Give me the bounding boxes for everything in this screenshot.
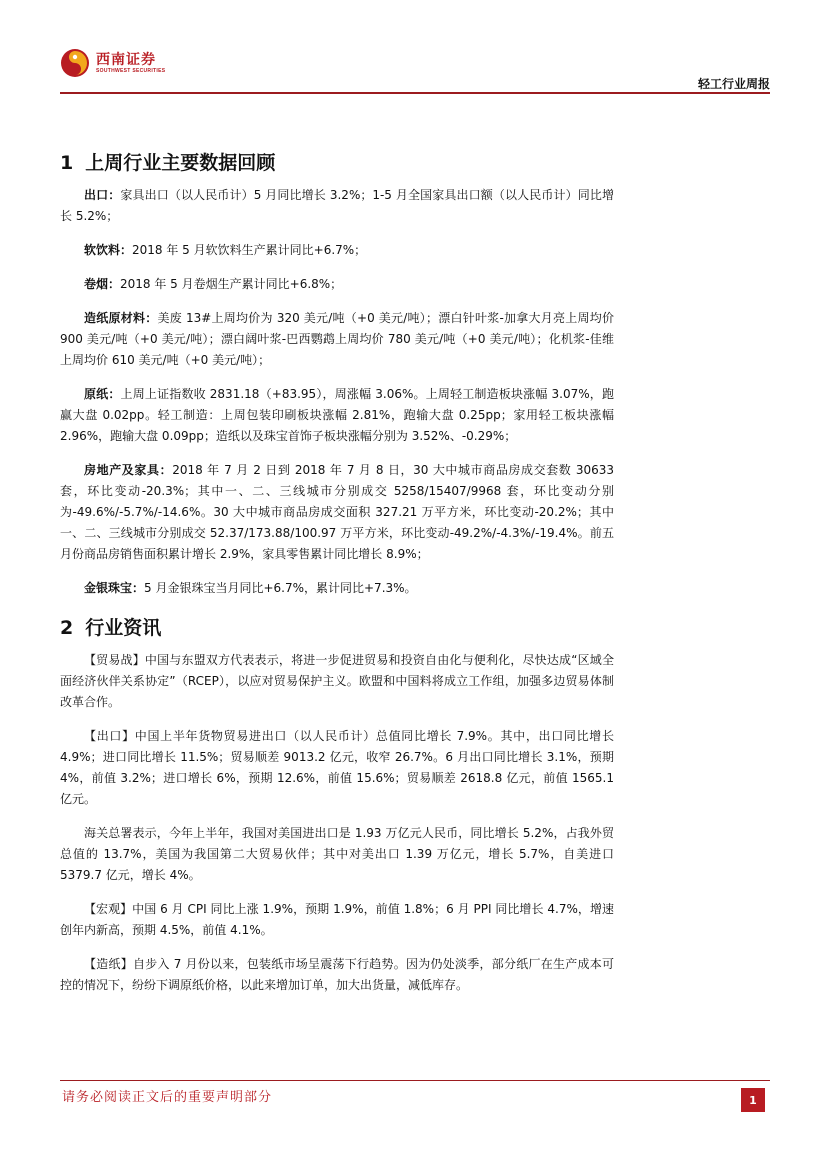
data-item-lead: 软饮料： bbox=[84, 243, 133, 257]
news-paper: 【造纸】自步入 7 月份以来，包装纸市场呈震荡下行趋势。因为仍处淡季，部分纸厂在生产成本可控的情况下，纷纷下调原纸价格，以此来增加订单，加大出货量，减低库存。 bbox=[60, 957, 614, 992]
data-item-lead: 出口： bbox=[84, 188, 121, 202]
section-2-heading bbox=[60, 615, 614, 641]
data-item-soft-drinks bbox=[60, 240, 614, 261]
logo-english-name: SOUTHWEST SECURITIES bbox=[96, 67, 166, 74]
footer-divider bbox=[60, 1080, 770, 1081]
section-2-title: 行业资讯 bbox=[85, 617, 162, 639]
data-item-text: 5 月金银珠宝当月同比+6.7%，累计同比+7.3%。 bbox=[144, 581, 417, 595]
news-macro: 【宏观】中国 6 月 CPI 同比上涨 1.9%，预期 1.9%，前值 1.8%；6 月 PPI 同比增长 4.7%，增速创年内新高，预期 4.5%，前值 4.1%。 bbox=[60, 902, 614, 937]
news-customs: 海关总署表示，今年上半年，我国对美国进出口是 1.93 万亿元人民币，同比增长 5.2%，占我外贸总值的 13.7%，美国为我国第二大贸易伙伴；其中对美出口 1.39 万亿元，增长 5.7%，自美进口 5379.7 亿元，增长 4%。 bbox=[60, 826, 614, 882]
page-number-badge: 1 bbox=[741, 1088, 765, 1112]
data-item-base-paper bbox=[60, 384, 614, 447]
footer-disclaimer: 请务必阅读正文后的重要声明部分 bbox=[62, 1090, 273, 1105]
data-item-lead: 房地产及家具： bbox=[84, 463, 173, 477]
data-item-cigarettes bbox=[60, 274, 614, 295]
data-item-real-estate-furniture bbox=[60, 460, 614, 565]
company-logo bbox=[60, 48, 165, 78]
data-item-text: 2018 年 5 月卷烟生产累计同比+6.8%； bbox=[120, 277, 343, 291]
section-1-number: 1 bbox=[60, 152, 74, 174]
data-item-text: 2018 年 7 月 2 日到 2018 年 7 月 8 日，30 大中城市商品房成交套数 30633 套，环比变动-20.3%；其中一、二、三线城市分别成交 5258/15407/9968 套，环比变动分别为-49.6%/-5.7%/-14.6%。30 大中城市商品房成交面积 327.21 万平方米，环比变动-20.2%；其中一、二、三线城市分别成交 52.37/173.88/100.97 万平方米，环比变动-49.2%/-4.3%/-19.4%。前五月份商品房销售面积累计增长 2.9%，家具零售累计同比增长 8.9%； bbox=[60, 463, 614, 561]
logo-chinese-name: 西南证券 bbox=[96, 51, 156, 68]
data-item-paper-materials bbox=[60, 308, 614, 371]
report-body bbox=[60, 150, 614, 1009]
data-item-jewelry bbox=[60, 578, 614, 599]
logo-wordmark bbox=[96, 52, 165, 75]
header-divider bbox=[60, 92, 770, 94]
data-item-text: 上周上证指数收 2831.18（+83.95），周涨幅 3.06%。上周轻工制造板块涨幅 3.07%，跑赢大盘 0.02pp。轻工制造：上周包装印刷板块涨幅 2.81%，跑输大盘 0.25pp；家用轻工板块涨幅 2.96%，跑输大盘 0.09pp；造纸以及珠宝首饰子板块涨幅分别为 3.52%、-0.29%； bbox=[60, 387, 614, 443]
news-trade-war: 【贸易战】中国与东盟双方代表表示，将进一步促进贸易和投资自由化与便利化，尽快达成“区域全面经济伙伴关系协定”（RCEP），以应对贸易保护主义。欧盟和中国料将成立工作组，加强多边贸易体制改革合作。 bbox=[60, 653, 614, 709]
page-header bbox=[60, 48, 770, 92]
section-2-number: 2 bbox=[60, 617, 74, 639]
data-item-lead: 卷烟： bbox=[84, 277, 121, 291]
logo-mark-icon bbox=[60, 48, 90, 78]
section-1-title: 上周行业主要数据回顾 bbox=[85, 152, 276, 174]
data-item-export bbox=[60, 185, 614, 227]
data-item-text: 美废 13#上周均价为 320 美元/吨（+0 美元/吨）；漂白针叶浆-加拿大月亮上周均价 900 美元/吨（+0 美元/吨）；漂白阔叶浆-巴西鹦鹉上周均价 780 美元/吨（+0 美元/吨）；化机浆-佳维上周均价 610 美元/吨（+0 美元/吨）； bbox=[60, 311, 614, 367]
data-item-text: 家具出口（以人民币计）5 月同比增长 3.2%；1-5 月全国家具出口额（以人民币计）同比增长 5.2%； bbox=[60, 188, 614, 223]
data-item-lead: 原纸： bbox=[84, 387, 121, 401]
section-1-heading bbox=[60, 150, 614, 176]
data-item-lead: 金银珠宝： bbox=[84, 581, 145, 595]
data-item-text: 2018 年 5 月软饮料生产累计同比+6.7%； bbox=[132, 243, 367, 257]
news-export: 【出口】中国上半年货物贸易进出口（以人民币计）总值同比增长 7.9%。其中，出口同比增长 4.9%；进口同比增长 11.5%；贸易顺差 9013.2 亿元，收窄 26.7%。6 月出口同比增长 3.1%，预期 4%，前值 3.2%；进口增长 6%，预期 12.6%，前值 15.6%；贸易顺差 2618.8 亿元，前值 1565.1 亿元。 bbox=[60, 729, 614, 806]
data-item-lead: 造纸原材料： bbox=[84, 311, 158, 325]
report-type-label: 轻工行业周报 bbox=[697, 77, 770, 91]
